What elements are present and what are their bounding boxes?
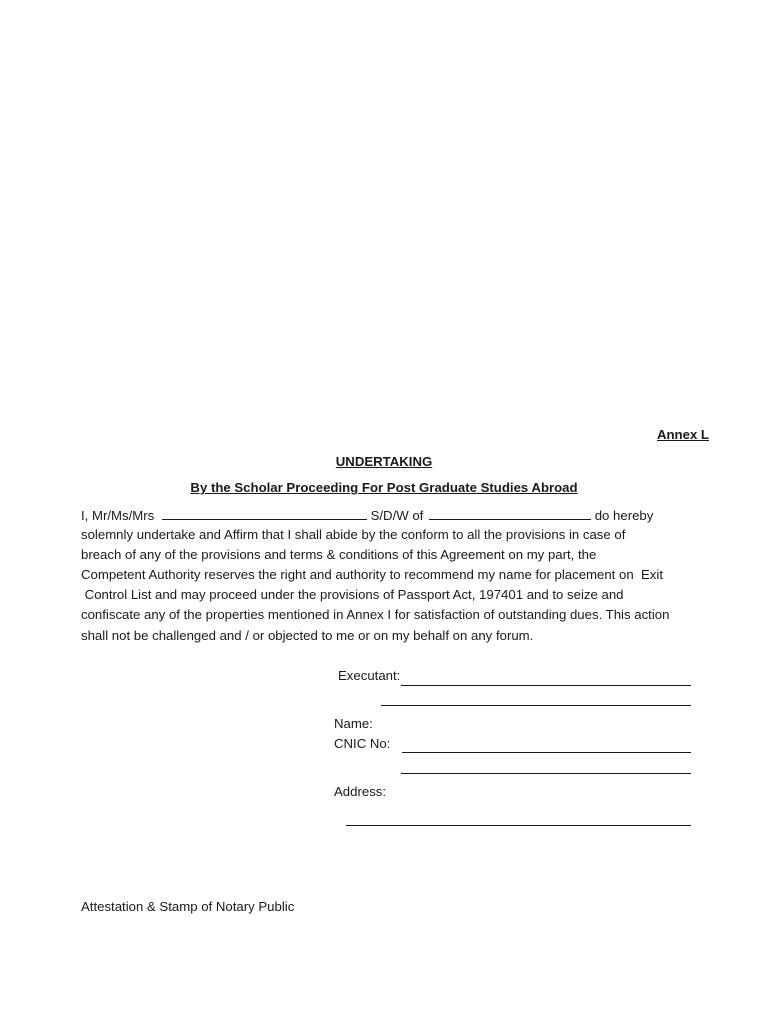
cnic-second-line [401,773,691,774]
body-line-5: Control List and may proceed under the provisions of Passport Act, 197401 and to seize and [81,587,624,602]
body-line-6: confiscate any of the properties mentioned in Annex I for satisfaction of outstanding dues. This action [81,607,670,622]
scholar-name-blank [162,507,367,520]
executant-second-line [381,705,691,706]
document-title: UNDERTAKING [335,454,433,469]
parent-name-blank [429,507,591,520]
document-subtitle: By the Scholar Proceeding For Post Graduate Studies Abroad [190,480,578,495]
attestation-label: Attestation & Stamp of Notary Public [81,899,295,914]
sdw-text: S/D/W of [370,508,424,523]
cnic-line [402,752,691,753]
body-line-4: Competent Authority reserves the right and authority to recommend my name for placement on Exit [81,567,663,582]
hereby-text: do hereby [594,508,654,523]
executant-label: Executant: [338,668,401,683]
body-line-2: solemnly undertake and Affirm that I shall abide by the conform to all the provisions in case of [81,527,626,542]
address-line [346,825,691,826]
executant-signature-line [401,685,691,686]
salutation-text: I, Mr/Ms/Mrs [81,508,155,523]
address-label: Address: [334,784,387,799]
name-label: Name: [334,716,373,731]
body-line-7: shall not be challenged and / or objected to me or on my behalf on any forum. [81,628,534,643]
body-line-3: breach of any of the provisions and terms & conditions of this Agreement on my part, the [81,547,597,562]
annex-label: Annex L [656,427,709,442]
cnic-label: CNIC No: [334,736,391,751]
body-line-1 [81,507,653,523]
